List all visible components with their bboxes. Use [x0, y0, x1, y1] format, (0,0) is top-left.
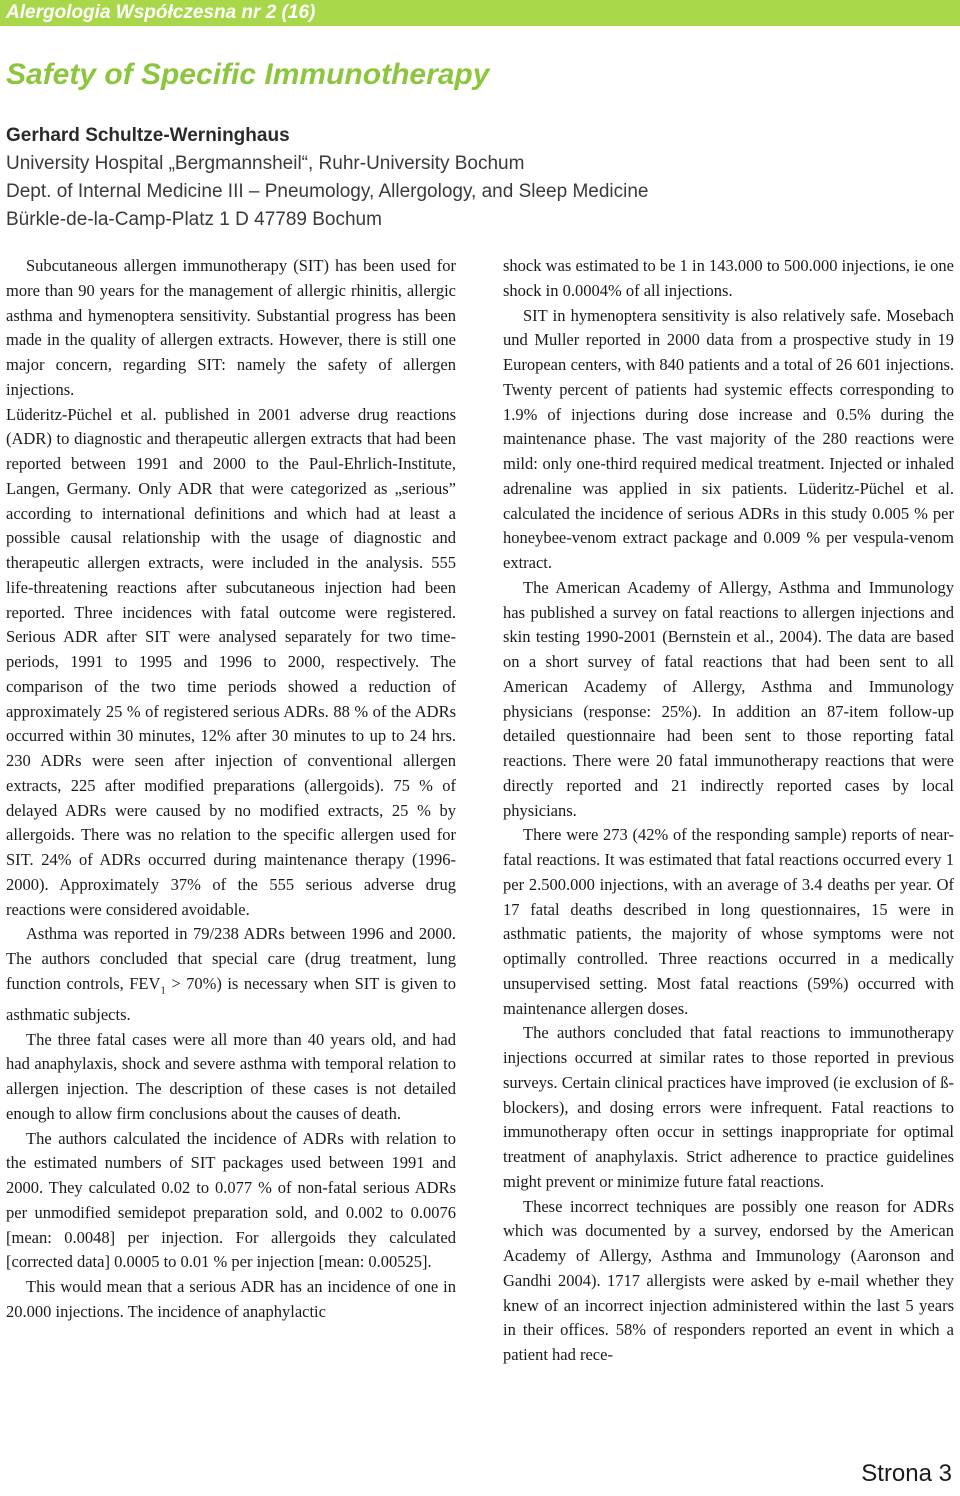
paragraph: The authors calculated the incidence of ADRs with relation to the estimated numbers of SIT packages used between 1991 and 2000. They calculated 0.02 to 0.077 % of non-fatal serious ADRs per unmodified semidepot preparation sold, and 0.002 to 0.0076 [mean: 0.0048] per injection. For allergoids they calculated [corrected data] 0.0005 to 0.01 % per injection [mean: 0.00525]. [6, 1128, 456, 1272]
affiliation-line: University Hospital „Bergmannsheil“, Ruhr-University Bochum [6, 153, 525, 174]
paragraph: The authors concluded that fatal reactions to immunotherapy injections occurred at similar rates to those reported in previous surveys. Certain clinical practices have improved (ie exclusion of ß-blockers), and dosing errors were infrequent. Fatal reactions to immunotherapy often occur in settings inappropriate for optimal treatment of anaphylaxis. Strict adherence to practice guidelines might prevent or minimize future fatal reactions. [503, 1023, 954, 1191]
article-title: Safety of Specific Immunotherapy [6, 58, 490, 91]
subscript: 1 [160, 984, 166, 997]
paragraph: Lüderitz-Püchel et al. published in 2001 adverse drug reactions (ADR) to diagnostic and therapeutic allergen extracts that had been reported between 1991 and 2000 to the Paul-Ehrlich-Institute, Langen, Germany. Only ADR that were categorized as „serious” according to international definitions and which had at least a possible causal relationship with the usage of diagnostic and therapeutic allergen extracts, were included in the analysis. 555 life-threatening reactions after subcutaneous injection had been reported. Three incidences with fatal outcome were registered. Serious ADR after SIT were analysed separately for two time-periods, 1991 to 1995 and 1996 to 2000, respectively. The comparison of the two time periods showed a reduction of approximately 25 % of registered serious ADRs. 88 % of the ADRs occurred within 30 minutes, 12% after 30 minutes to up to 24 hrs. 230 ADRs were seen after injection of conventional allergen extracts, 225 after modified preparations (allergoids). 75 % of delayed ADRs were caused by no modified extracts, 25 % by allergoids. There was no relation to the specific allergen used for SIT. 24% of ADRs occurred during maintenance therapy (1996-2000). Approximately 37% of the 555 serious adverse drug reactions were considered avoidable. [6, 404, 456, 919]
paragraph: This would mean that a serious ADR has an incidence of one in 20.000 injections. The incidence of anaphylactic [6, 1277, 456, 1321]
paragraph: Subcutaneous allergen immunotherapy (SIT) has been used for more than 90 years for the management of allergic rhinitis, allergic asthma and hymenoptera sensitivity. Substantial progress has been made in the quality of allergen extracts. However, there is still one major concern, regarding SIT: namely the safety of allergen injections. [6, 256, 456, 399]
right-column [503, 254, 954, 1368]
journal-header: Alergologia Współczesna nr 2 (16) [0, 0, 960, 26]
paragraph: The American Academy of Allergy, Asthma and Immunology has published a survey on fatal reactions to allergen injections and skin testing 1990-2001 (Bernstein et al., 2004). The data are based on a short survey of fatal reactions that had been sent to all American Academy of Allergy, Asthma and Immunology physicians (response: 25%). In addition an 87-item follow-up detailed questionnaire had been sent to those reporting fatal reactions. There were 20 fatal immunotherapy reactions that were directly reported and 21 indirectly reported cases by local physicians. [503, 577, 954, 820]
paragraph: These incorrect techniques are possibly one reason for ADRs which was documented by a survey, endorsed by the American Academy of Allergy, Asthma and Immunology (Aaronson and Gandhi 2004). 1717 allergists were asked by e-mail whether they knew of an incorrect injection administered within the last 5 years in their offices. 58% of responders reported an event in which a patient had rece- [503, 1196, 954, 1364]
paragraph: There were 273 (42% of the responding sample) reports of near-fatal reactions. It was estimated that fatal reactions occurred every 1 per 2.500.000 injections, with an average of 3.4 deaths per year. Of 17 fatal deaths described in long questionnaires, 15 were in asthmatic patients, the majority of whose symptoms were not optimally controlled. Three reactions occurred in a medically unsupervised setting. Most fatal reactions (59%) occurred with maintenance allergen doses. [503, 825, 954, 1018]
paragraph-text: Asthma was reported in 79/238 ADRs between 1996 and 2000. The authors concluded that special care (drug treatment, lung function controls, FEV [6, 924, 456, 993]
page-number: Strona 3 [861, 1460, 952, 1487]
paragraph: The three fatal cases were all more than 40 years old, and had had anaphylaxis, shock and severe asthma with temporal relation to allergen injection. The description of these cases is not detailed enough to allow firm conclusions about the causes of death. [6, 1029, 456, 1123]
author-name: Gerhard Schultze-Werninghaus [6, 125, 290, 146]
affiliation-line: Bürkle-de-la-Camp-Platz 1 D 47789 Bochum [6, 209, 382, 230]
paragraph [6, 922, 456, 1027]
author-block [6, 122, 946, 234]
affiliation-line: Dept. of Internal Medicine III – Pneumology, Allergology, and Sleep Medicine [6, 181, 649, 202]
paragraph: shock was estimated to be 1 in 143.000 to 500.000 injections, ie one shock in 0.0004% of all injections. [503, 256, 954, 300]
paragraph-text: > 70%) is necessary when SIT is given to asthmatic subjects. [6, 973, 456, 1024]
left-column [6, 254, 456, 1325]
paragraph: SIT in hymenoptera sensitivity is also relatively safe. Mosebach und Muller reported in 2000 data from a prospective study in 19 European centers, with 840 patients and a total of 26 601 injections. Twenty percent of patients had systemic effects corresponding to 1.9% of injections during dose increase and 0.5% during the maintenance phase. The vast majority of the 280 reactions were mild: only one-third required medical treatment. Injected or inhaled adrenaline was applied in six patients. Lüderitz-Püchel et al. calculated the incidence of serious ADRs in this study 0.005 % per honeybee-venom extract package and 0.009 % per vespula-venom extract. [503, 305, 954, 572]
